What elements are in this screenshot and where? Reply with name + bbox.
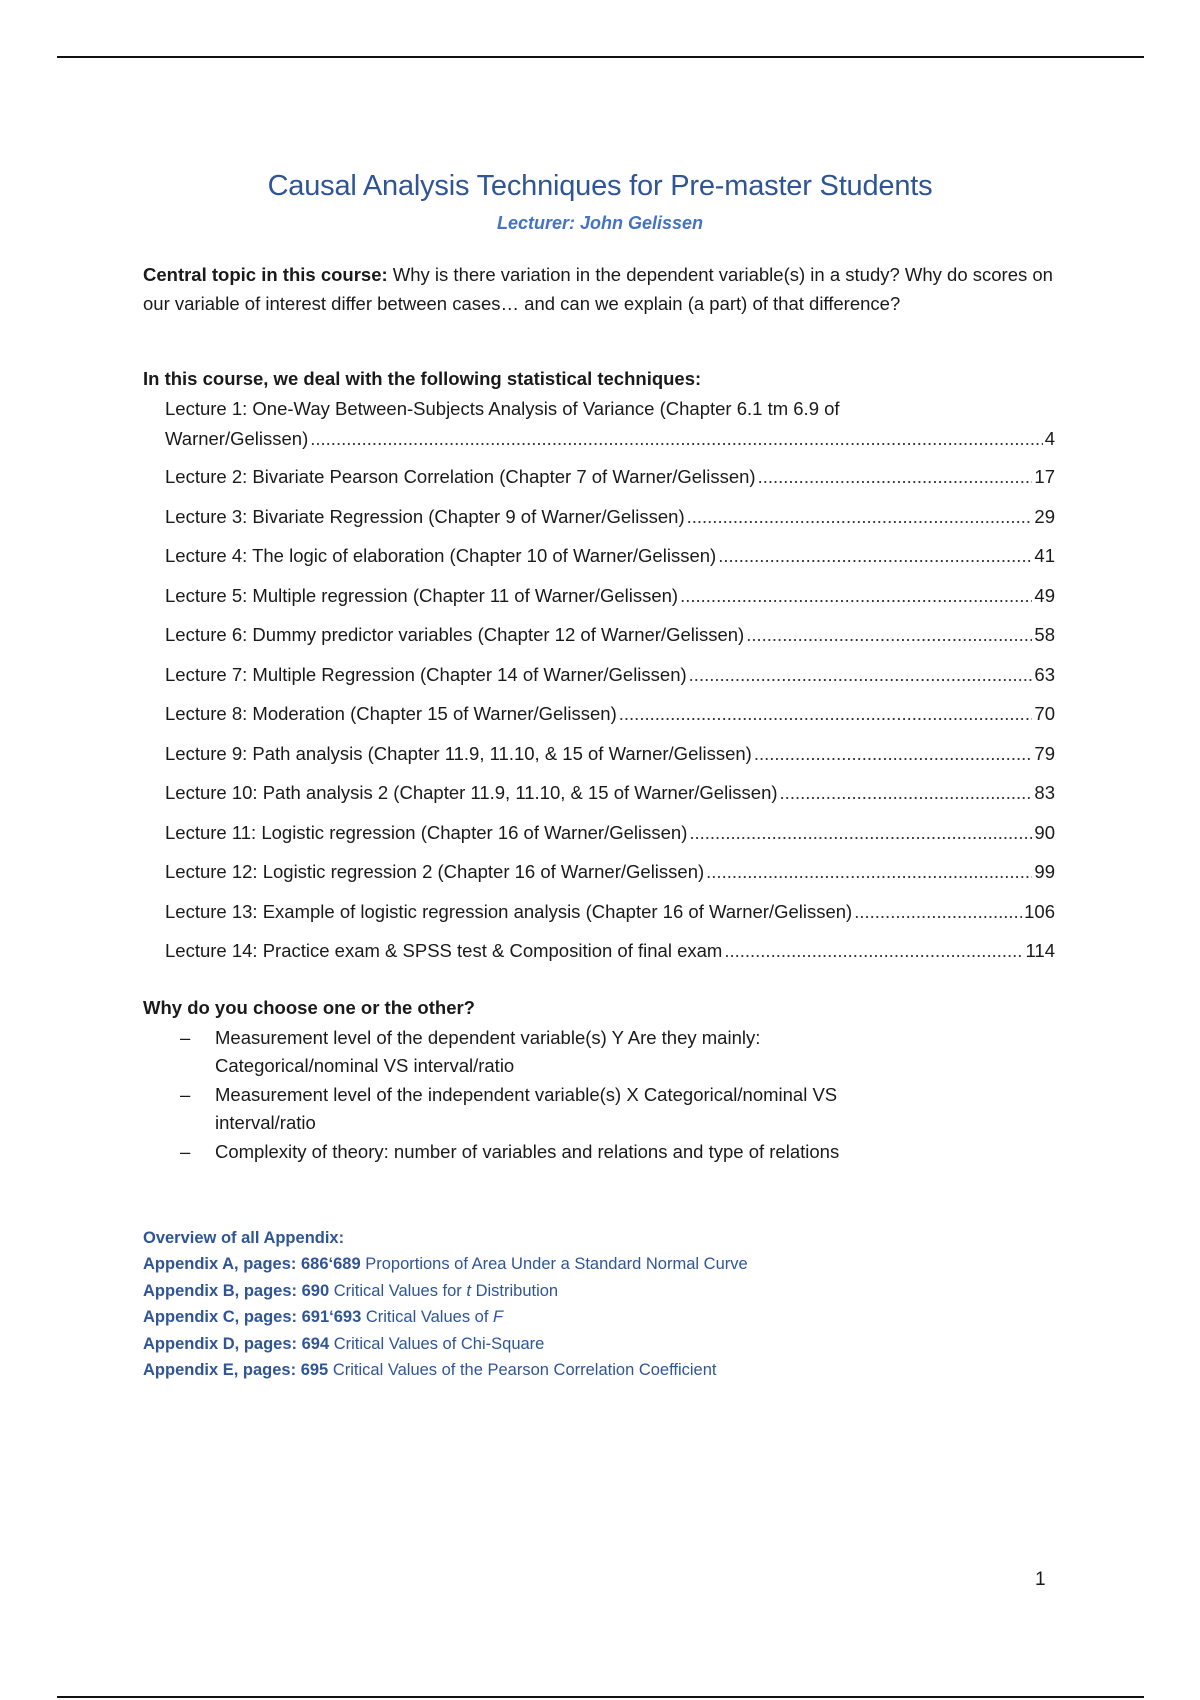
toc-entry-label: Lecture 4: The logic of elaboration (Chapter 10 of Warner/Gelissen) — [165, 545, 717, 566]
appendix-text-2: Distribution — [470, 1281, 559, 1300]
list-item — [180, 1081, 900, 1137]
appendix-overview — [143, 1225, 1043, 1384]
toc-entry-label: Lecture 14: Practice exam & SPSS test & Composition of final exam — [165, 940, 723, 961]
toc-entry[interactable] — [165, 620, 1055, 650]
appendix-row — [143, 1278, 1043, 1305]
intro-label: Central topic in this course: — [143, 264, 388, 285]
toc-leader-dots — [706, 857, 1032, 887]
bottom-rule — [57, 1696, 1144, 1698]
dash-bullet-icon: – — [180, 1141, 191, 1162]
why-heading: Why do you choose one or the other? — [143, 997, 475, 1018]
document-title: Causal Analysis Techniques for Pre-master Students — [267, 170, 933, 202]
dash-bullet-icon: – — [180, 1027, 191, 1048]
bullet-text: Complexity of theory: number of variables and relations and type of relations — [215, 1141, 840, 1162]
toc-leader-dots — [310, 424, 1042, 454]
page-number: 1 — [1035, 1569, 1046, 1590]
toc-entry-label: Lecture 12: Logistic regression 2 (Chapter 16 of Warner/Gelissen) — [165, 861, 705, 882]
toc-entry[interactable] — [165, 818, 1055, 848]
appendix-heading: Overview of all Appendix: — [143, 1229, 345, 1247]
toc-entry-label: Lecture 10: Path analysis 2 (Chapter 11.9, 11.10, & 15 of Warner/Gelissen) — [165, 782, 778, 803]
toc-entry[interactable] — [165, 857, 1055, 887]
toc-entry[interactable] — [165, 462, 1055, 492]
bullet-text: Measurement level of the independent variable(s) X Categorical/nominal VS interval/ratio — [215, 1084, 838, 1133]
toc-entry-page: 17 — [1034, 466, 1055, 487]
appendix-row — [143, 1304, 1043, 1331]
toc-entry-page: 4 — [1044, 428, 1055, 449]
lecturer-line: Lecturer: John Gelissen — [496, 213, 704, 233]
toc-entry-page: 114 — [1025, 940, 1055, 961]
appendix-key: Appendix D, pages: 694 — [143, 1334, 330, 1353]
appendix-key: Appendix E, pages: 695 — [143, 1361, 329, 1379]
toc-entry-label: Lecture 8: Moderation (Chapter 15 of Warner/Gelissen) — [165, 703, 617, 724]
appendix-italic: t — [466, 1281, 471, 1300]
why-bullet-list — [180, 1024, 900, 1167]
appendix-text: Critical Values of — [361, 1308, 493, 1326]
appendix-italic: F — [493, 1308, 504, 1326]
appendix-text: Critical Values for — [329, 1281, 467, 1300]
toc-entry-page: 70 — [1034, 703, 1055, 724]
toc-entry-page: 63 — [1034, 664, 1055, 685]
toc-entry-label: Warner/Gelissen) — [165, 428, 309, 449]
toc-leader-dots — [754, 739, 1033, 769]
appendix-row — [143, 1251, 1043, 1278]
toc-leader-dots — [780, 778, 1033, 808]
toc-entry-label: Lecture 5: Multiple regression (Chapter 11 of Warner/Gelissen) — [165, 585, 679, 606]
appendix-text: Critical Values of Chi-Square — [329, 1334, 545, 1353]
toc-entry-label: Lecture 3: Bivariate Regression (Chapter 9 of Warner/Gelissen) — [165, 506, 685, 527]
list-item — [180, 1024, 900, 1080]
toc-entry-label-line1: Lecture 1: One-Way Between-Subjects Analysis of Variance (Chapter 6.1 tm 6.9 of — [165, 398, 840, 419]
dash-bullet-icon: – — [180, 1084, 191, 1105]
appendix-row — [143, 1357, 1043, 1384]
toc-entry[interactable] — [165, 502, 1055, 532]
toc-entry-page: 29 — [1034, 506, 1055, 527]
toc-entry[interactable] — [165, 897, 1055, 927]
toc-entry[interactable] — [165, 936, 1055, 966]
toc-entry[interactable] — [165, 394, 1055, 454]
toc-leader-dots — [680, 581, 1032, 611]
toc-entry-label: Lecture 11: Logistic regression (Chapter 16 of Warner/Gelissen) — [165, 822, 688, 843]
toc-leader-dots — [724, 936, 1023, 966]
appendix-text: Critical Values of the Pearson Correlation Coefficient — [328, 1361, 717, 1379]
top-rule — [57, 56, 1144, 58]
list-item — [180, 1138, 900, 1166]
toc-entry[interactable] — [165, 699, 1055, 729]
toc-entry-page: 83 — [1034, 782, 1055, 803]
toc-leader-dots — [718, 541, 1032, 571]
toc-entry[interactable] — [165, 541, 1055, 571]
toc-leader-dots — [746, 620, 1032, 650]
toc-entry-page: 41 — [1034, 545, 1055, 566]
toc-entry-label: Lecture 13: Example of logistic regression analysis (Chapter 16 of Warner/Gelissen) — [165, 901, 853, 922]
appendix-key: Appendix A, pages: 686‘689 — [143, 1255, 361, 1273]
toc-leader-dots — [689, 818, 1032, 848]
toc-leader-dots — [619, 699, 1033, 729]
intro-text: Why is there variation in the dependent variable(s) in a study? Why do scores on our variable of interest differ between cases… and can we explain (a part) of that difference? — [143, 264, 1053, 314]
toc-entry-page: 58 — [1034, 624, 1055, 645]
toc-leader-dots — [687, 502, 1033, 532]
toc-entry[interactable] — [165, 739, 1055, 769]
toc-entry-page: 99 — [1034, 861, 1055, 882]
toc-entry[interactable] — [165, 660, 1055, 690]
bullet-text: Measurement level of the dependent variable(s) Y Are they mainly: Categorical/nominal VS interval/ratio — [215, 1027, 761, 1076]
toc-leader-dots — [758, 462, 1033, 492]
toc-entry-page: 90 — [1034, 822, 1055, 843]
toc-entry-label: Lecture 6: Dummy predictor variables (Chapter 12 of Warner/Gelissen) — [165, 624, 745, 645]
toc-entry-label: Lecture 9: Path analysis (Chapter 11.9, 11.10, & 15 of Warner/Gelissen) — [165, 743, 752, 764]
toc-entry[interactable] — [165, 778, 1055, 808]
toc-leader-dots — [689, 660, 1033, 690]
toc-entry-label: Lecture 2: Bivariate Pearson Correlation (Chapter 7 of Warner/Gelissen) — [165, 466, 756, 487]
appendix-row — [143, 1331, 1043, 1358]
toc-entry[interactable] — [165, 581, 1055, 611]
toc-entry-page: 49 — [1034, 585, 1055, 606]
toc-heading: In this course, we deal with the following statistical techniques: — [143, 368, 702, 389]
toc-entry-page: 106 — [1024, 901, 1055, 922]
toc-entry-label: Lecture 7: Multiple Regression (Chapter 14 of Warner/Gelissen) — [165, 664, 687, 685]
toc-leader-dots — [854, 897, 1022, 927]
appendix-key: Appendix B, pages: 690 — [143, 1281, 330, 1300]
appendix-text: Proportions of Area Under a Standard Normal Curve — [360, 1255, 748, 1273]
appendix-key: Appendix C, pages: 691‘693 — [143, 1308, 362, 1326]
toc-entry-page: 79 — [1034, 743, 1055, 764]
intro-paragraph — [143, 260, 1063, 318]
